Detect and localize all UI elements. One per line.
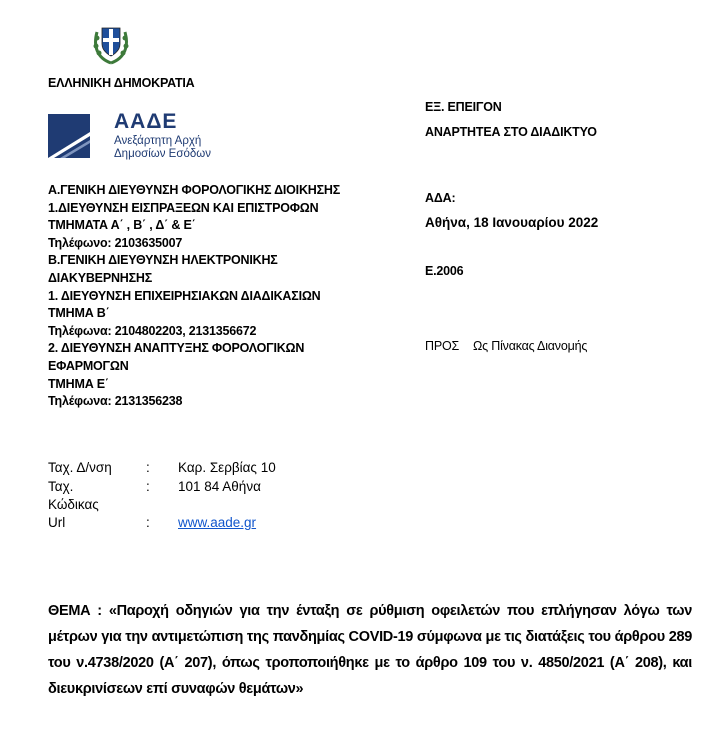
issuer-line: 1. ΔΙΕΥΘΥΝΣΗ ΕΠΙΧΕΙΡΗΣΙΑΚΩΝ ΔΙΑΔΙΚΑΣΙΩΝ [48, 288, 321, 303]
protocol-number: Ε.2006 [425, 264, 464, 278]
greek-coat-of-arms-icon [91, 22, 131, 66]
issuer-line: Α.ΓΕΝΙΚΗ ΔΙΕΥΘΥΝΣΗ ΦΟΡΟΛΟΓΙΚΗΣ ΔΙΟΙΚΗΣΗΣ [48, 183, 341, 197]
separator: : [146, 479, 150, 494]
aade-logo-icon [48, 114, 90, 158]
zip-label: Ταχ. [48, 479, 74, 494]
issuer-line: Τηλέφωνα: 2131356238 [48, 394, 183, 409]
separator: : [146, 460, 150, 475]
recipient-value: Ως Πίνακας Διανομής [473, 339, 588, 353]
logo-subtitle [114, 135, 211, 161]
issuer-line: ΕΦΑΡΜΟΓΩΝ [48, 358, 129, 373]
issuer-line: 1.ΔΙΕΥΘΥΝΣΗ ΕΙΣΠΡΑΞΕΩΝ ΚΑΙ ΕΠΙΣΤΡΟΦΩΝ [48, 200, 319, 215]
website-link[interactable]: www.aade.gr [178, 515, 257, 530]
subject-paragraph: ΘΕΜΑ : «Παροχή οδηγιών για την ένταξη σε ρύθμιση οφειλετών που επλήγησαν λόγω των μέτρων για την αντιμετώπιση της πανδημίας COVID-19 σύμφωνα με τις διατάξεις του άρθρου 289 του ν.4738/2020 (Α΄ 207), όπως τροποποιήθηκε με το άρθρο 109 του ν. 4850/2021 (Α΄ 208), και διευκρινίσεων επί συναφών θεμάτων» [48, 603, 692, 697]
recipient-label: ΠΡΟΣ [425, 339, 460, 353]
separator: : [146, 515, 150, 530]
republic-heading: ΕΛΛΗΝΙΚΗ ΔΗΜΟΚΡΑΤΙΑ [48, 76, 195, 90]
url-label: Url [48, 515, 66, 530]
issuer-line: ΔΙΑΚΥΒΕΡΝΗΣΗΣ [48, 270, 153, 285]
publish-label: ΑΝΑΡΤΗΤΕΑ ΣΤΟ ΔΙΑΔΙΚΤΥΟ [425, 125, 597, 139]
urgent-label: ΕΞ. ΕΠΕΙΓΟΝ [425, 100, 502, 114]
issuer-block [48, 182, 340, 411]
issuer-line: 2. ΔΙΕΥΘΥΝΣΗ ΑΝΑΠΤΥΞΗΣ ΦΟΡΟΛΟΓΙΚΩΝ [48, 341, 305, 356]
issuer-line: Τηλέφωνο: 2103635007 [48, 235, 183, 250]
logo-subtitle-line-1: Ανεξάρτητη Αρχή [114, 135, 202, 147]
issuer-line: Τηλέφωνα: 2104802203, 2131356672 [48, 323, 257, 338]
issuer-line: Β.ΓΕΝΙΚΗ ΔΙΕΥΘΥΝΣΗ ΗΛΕΚΤΡΟΝΙΚΗΣ [48, 253, 278, 268]
logo-title: ΑΑΔΕ [114, 110, 178, 133]
logo-subtitle-line-2: Δημοσίων Εσόδων [114, 148, 211, 160]
zip-label-cont: Κώδικας [48, 497, 99, 512]
street-label: Ταχ. Δ/νση [48, 460, 112, 475]
ada-label: ΑΔΑ: [425, 191, 456, 205]
zip-value: 101 84 Αθήνα [178, 479, 261, 494]
issuer-line: ΤΜΗΜΑ Β΄ [48, 306, 110, 321]
issuer-line: ΤΜΗΜΑ Ε΄ [48, 376, 109, 391]
document-date: Αθήνα, 18 Ιανουαρίου 2022 [425, 215, 599, 230]
issuer-line: ΤΜΗΜΑΤΑ Α΄ , Β΄ , Δ΄ & Ε΄ [48, 218, 196, 233]
street-value: Καρ. Σερβίας 10 [178, 460, 276, 475]
